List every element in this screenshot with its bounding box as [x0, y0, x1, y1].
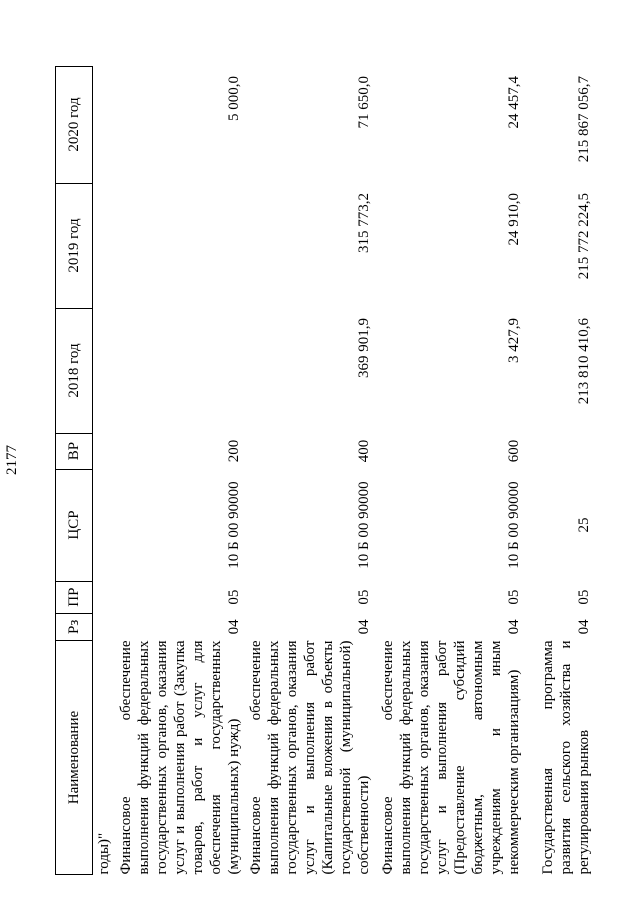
- budget-table: [55, 66, 593, 875]
- header-name: Наименование: [56, 641, 93, 875]
- header-2018: 2018 год: [56, 308, 93, 433]
- header-rz: Рз: [56, 613, 93, 640]
- header-2020: 2020 год: [56, 66, 93, 183]
- row-name: Государственная программа развития сельского хозяйства и регулирования рынков: [540, 640, 592, 875]
- row-2018: 213 810 410,6: [576, 318, 592, 405]
- row-vr: [523, 433, 593, 469]
- row-2020: 5 000,0: [226, 76, 242, 122]
- table-row: [113, 66, 243, 874]
- row-rz: 04: [356, 619, 372, 635]
- row-2019: [113, 183, 243, 308]
- row-name: Финансовое обеспечение выполнения функций федеральных государственных органов, оказания услуг и выполнения работ (Закупка товаров, работ и услуг для обеспечения государственных (муниципальных) нужд): [118, 640, 242, 875]
- table-row: [523, 66, 593, 874]
- row-rz: 04: [576, 619, 592, 635]
- row-pr: 05: [576, 589, 592, 605]
- header-vr: ВР: [56, 433, 93, 469]
- row-rz: 04: [506, 619, 522, 635]
- row-2019: 24 910,0: [506, 193, 522, 246]
- table-row: [243, 66, 373, 874]
- row-pr: 05: [226, 589, 242, 605]
- row-2018: 3 427,9: [506, 318, 522, 364]
- row-2018: [113, 308, 243, 433]
- row-vr: 400: [356, 439, 372, 463]
- header-csr: ЦСР: [56, 469, 93, 581]
- row-name: Финансовое обеспечение выполнения функций федеральных государственных органов, оказания услуг и выполнения работ (Капитальные вложения в объекты государственной (муниципальной) собственности): [248, 640, 372, 875]
- header-pr: ПР: [56, 581, 93, 613]
- row-2020: 24 457,4: [506, 76, 522, 129]
- prev-fragment: годы)": [96, 832, 112, 875]
- row-pr: 05: [356, 589, 372, 605]
- row-vr: 200: [226, 439, 242, 463]
- row-csr: 10 Б 00 90000: [226, 481, 242, 569]
- row-2019: 215 772 224,5: [576, 193, 592, 280]
- row-csr: 10 Б 00 90000: [506, 481, 522, 569]
- row-2020: 71 650,0: [356, 76, 372, 129]
- table-row: [373, 66, 523, 874]
- table-row: [93, 66, 114, 874]
- row-vr: 600: [506, 439, 522, 463]
- row-2018: 369 901,9: [356, 318, 372, 379]
- row-2020: 215 867 056,7: [576, 76, 592, 163]
- header-2019: 2019 год: [56, 183, 93, 308]
- row-pr: 05: [506, 589, 522, 605]
- page-number: 2177: [4, 445, 20, 475]
- row-2019: 315 773,2: [356, 193, 372, 254]
- row-csr: 10 Б 00 90000: [356, 481, 372, 569]
- row-csr: 25: [576, 517, 592, 533]
- row-name: Финансовое обеспечение выполнения функций федеральных государственных органов, оказания услуг и выполнения работ (Предоставление субсидий бюджетным, автономным учреждениям и иным некоммерческим организациям): [380, 640, 522, 875]
- row-rz: 04: [226, 619, 242, 635]
- header-row: [56, 66, 93, 874]
